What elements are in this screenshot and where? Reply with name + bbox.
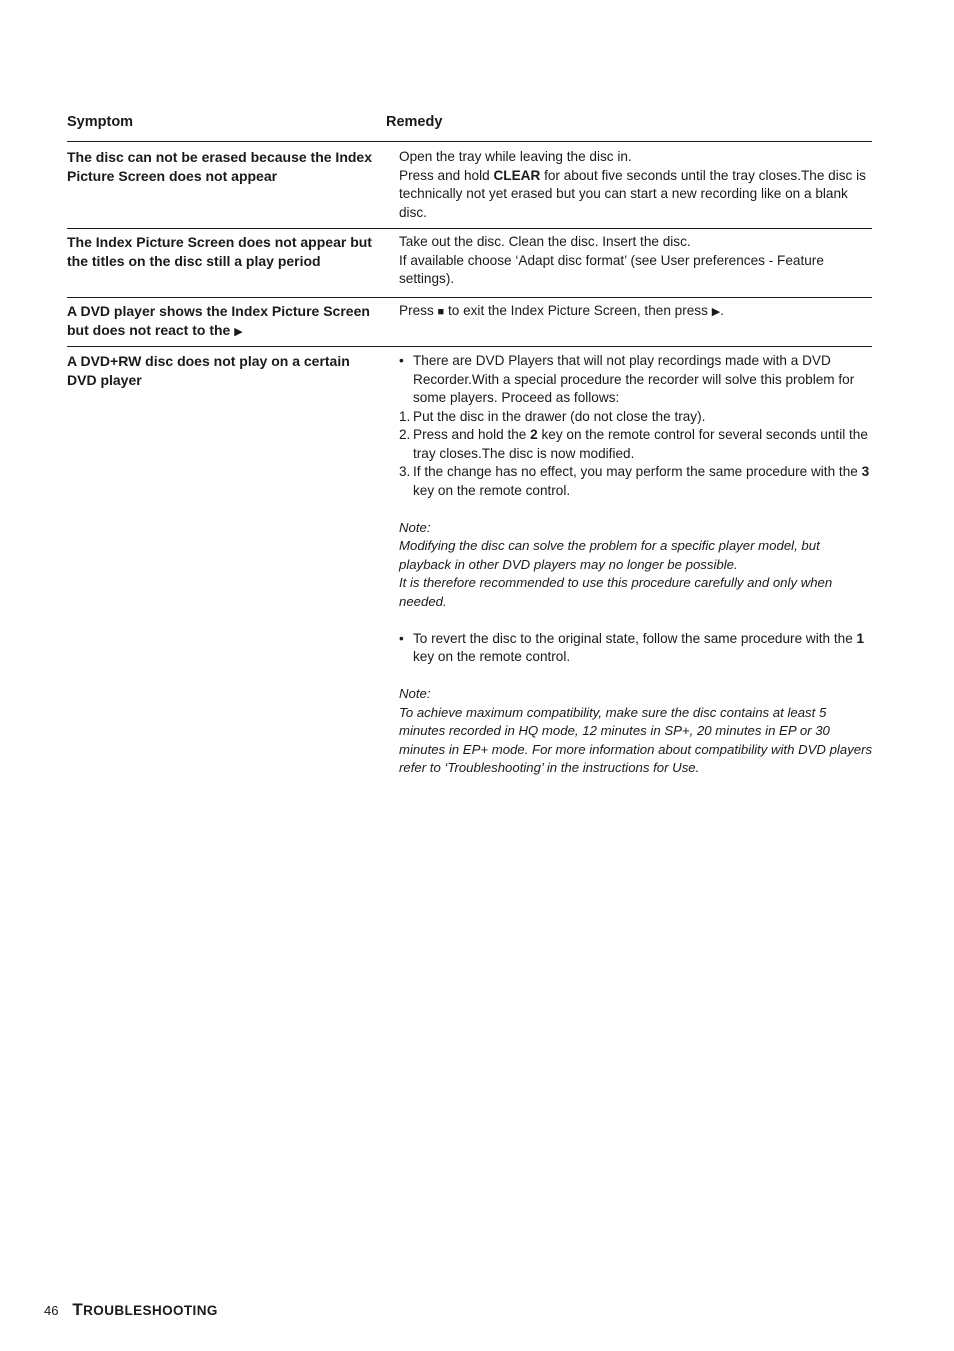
- note-text: To achieve maximum compatibility, make sure the disc contains at least 5 minutes recorded in HQ mode, 12 minutes in SP+, 20 minutes in EP or 30 minutes in EP+ mode. For more information about compatibility with DVD players refer to ‘Troubleshooting’ in the instructions for Use.: [399, 704, 873, 775]
- text-span: Press and hold: [399, 167, 494, 183]
- clear-key: CLEAR: [493, 167, 541, 183]
- remedy-text: [399, 167, 874, 223]
- page-footer: [44, 1300, 218, 1320]
- note-text: It is therefore recommended to use this procedure carefully and only when needed.: [399, 575, 833, 609]
- text-span: There are DVD Players that will not play recordings made with a DVD Recorder.With a special procedure the recorder will solve this problem for some players. Proceed as follows:: [413, 353, 855, 405]
- step-item: [399, 426, 874, 463]
- step-item: [399, 463, 874, 500]
- key-label: 1: [856, 630, 865, 646]
- text-span: to exit the Index Picture Screen, then press: [444, 303, 712, 318]
- table-row: [67, 297, 872, 347]
- bullet-item: [399, 352, 874, 408]
- step-item: [399, 408, 874, 427]
- table-row: [67, 228, 872, 298]
- bullet-item: [399, 630, 874, 667]
- text-span: key on the remote control for several seconds until the tray closes.The disc is now modified.: [413, 427, 868, 461]
- stop-icon: ■: [437, 306, 445, 318]
- header-symptom: Symptom: [67, 114, 134, 130]
- text-span: Press and hold the: [413, 427, 531, 442]
- remedy-text: If available choose ‘Adapt disc format’ (see User preferences - Feature settings).: [399, 252, 824, 286]
- step-number: 2.: [399, 427, 411, 442]
- section-title-cap: T: [72, 1300, 84, 1319]
- remedy-cell: [399, 302, 874, 322]
- text-span: To revert the disc to the original state, follow the same procedure with the: [413, 630, 857, 646]
- page-number: 46: [44, 1303, 59, 1318]
- symptom-cell: [67, 302, 372, 341]
- section-title: [72, 1300, 217, 1319]
- bullet-icon: •: [399, 630, 404, 646]
- text-span: Press: [399, 303, 438, 318]
- section-title-rest: ROUBLESHOOTING: [83, 1303, 218, 1318]
- remedy-cell: [399, 233, 874, 289]
- remedy-cell: [399, 148, 874, 222]
- header-remedy: Remedy: [386, 114, 443, 130]
- symptom-cell: A DVD+RW disc does not play on a certain DVD player: [67, 353, 350, 388]
- remedy-text: Take out the disc. Clean the disc. Insert the disc.: [399, 234, 691, 249]
- remedy-text: Open the tray while leaving the disc in.: [399, 149, 632, 164]
- key-label: 3: [861, 464, 870, 479]
- remedy-text: [399, 302, 874, 322]
- table-header: [67, 114, 872, 142]
- text-span: .: [720, 303, 724, 318]
- key-label: 2: [530, 427, 538, 442]
- bullet-icon: •: [399, 353, 404, 368]
- table-row: [67, 141, 872, 229]
- symptom-text: A DVD player shows the Index Picture Screen but does not react to the: [67, 303, 370, 338]
- note-label: Note:: [399, 519, 431, 535]
- note-label: Note:: [399, 686, 431, 701]
- note-text: Modifying the disc can solve the problem for a specific player model, but playback in other DVD players may no longer be possible.: [399, 538, 820, 572]
- remedy-cell: [399, 352, 874, 778]
- text-span: key on the remote control.: [413, 482, 571, 498]
- play-icon: ▶: [234, 325, 243, 338]
- text-span: Put the disc in the drawer (do not close the tray).: [413, 408, 706, 424]
- step-number: 1.: [399, 408, 411, 424]
- text-span: for about five seconds until the tray closes.The disc is technically not yet erased but you can start a new recording like on a blank disc.: [399, 167, 866, 220]
- play-icon: ▶: [711, 306, 721, 318]
- text-span: key on the remote control.: [413, 649, 571, 664]
- symptom-cell: The Index Picture Screen does not appear but the titles on the disc still a play period: [67, 234, 372, 269]
- text-span: If the change has no effect, you may perform the same procedure with the: [413, 464, 862, 479]
- step-number: 3.: [399, 464, 411, 479]
- symptom-cell: The disc can not be erased because the Index Picture Screen does not appear: [67, 149, 372, 184]
- table-row: [67, 346, 873, 775]
